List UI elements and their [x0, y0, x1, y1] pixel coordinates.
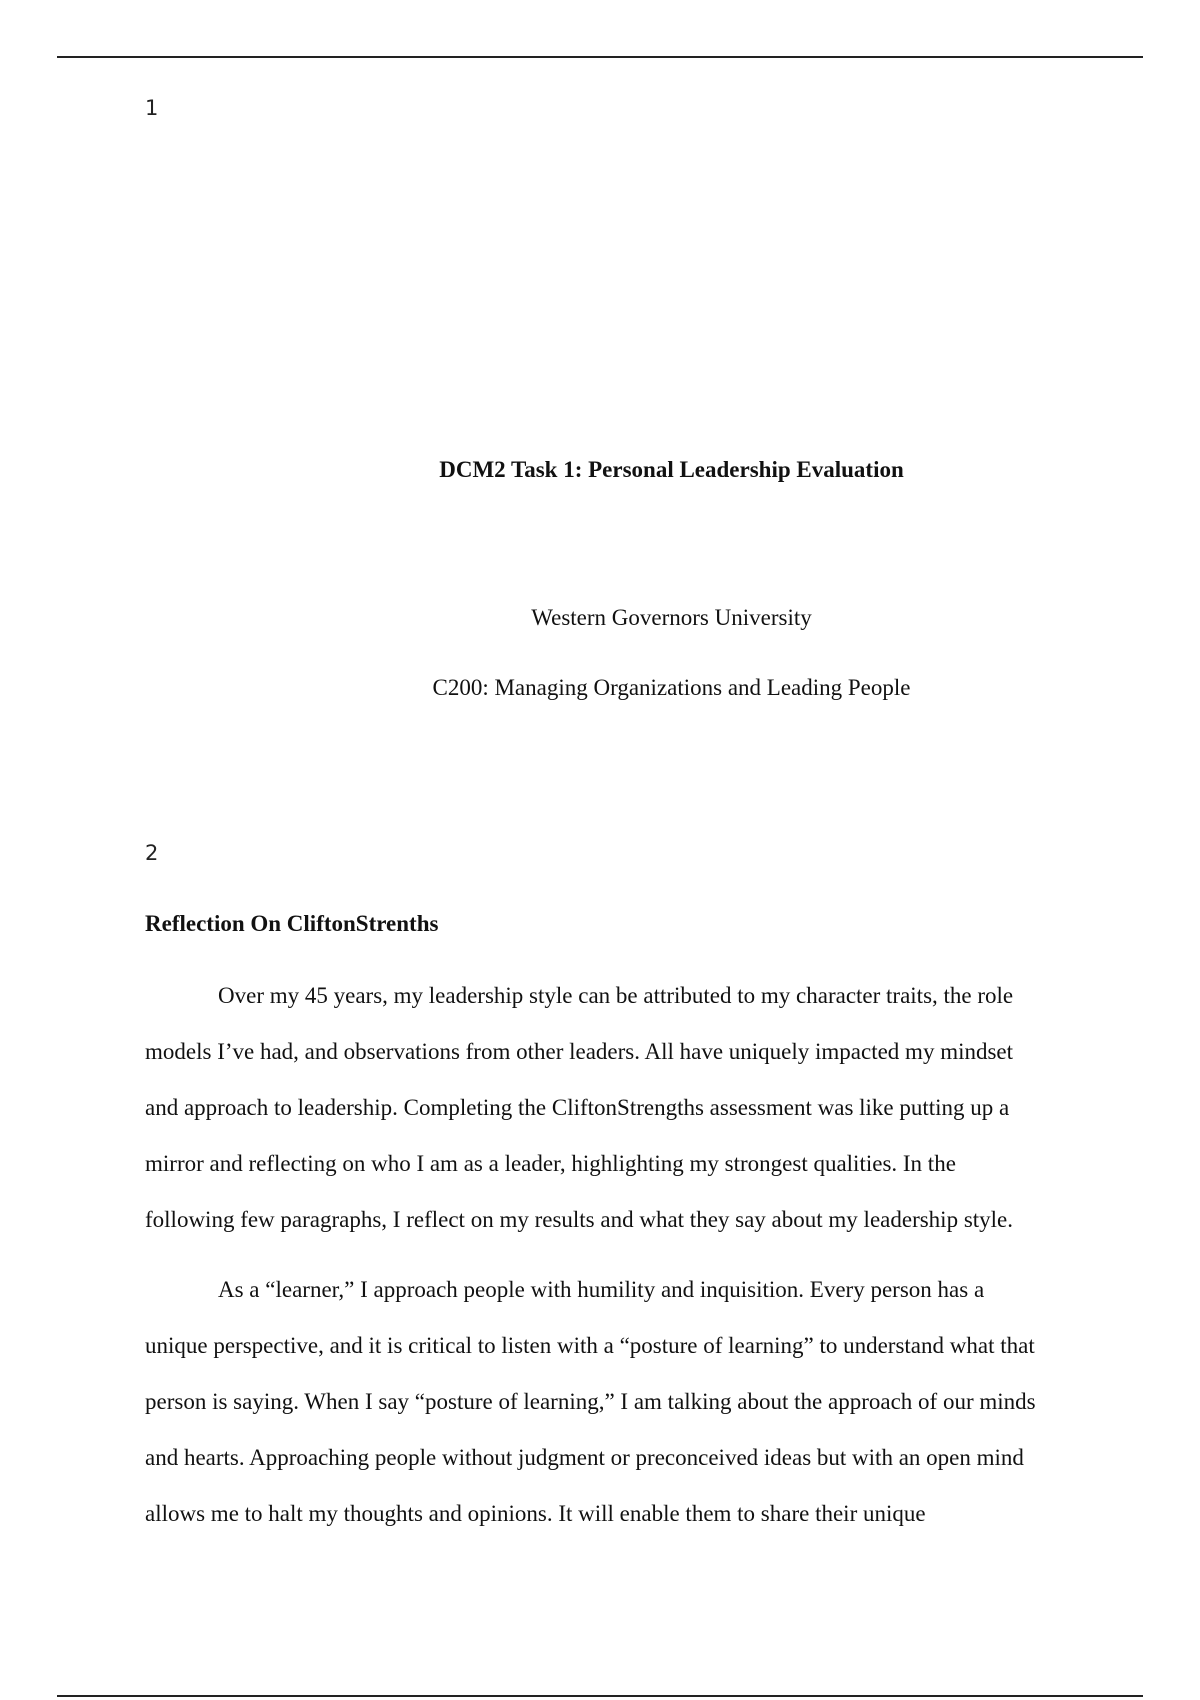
paragraph-line: and approach to leadership. Completing the CliftonStrengths assessment was like putting up a — [145, 1095, 1010, 1120]
paragraph-line: models I’ve had, and observations from other leaders. All have uniquely impacted my mindset — [145, 1039, 1014, 1064]
paragraph-line: allows me to halt my thoughts and opinions. It will enable them to share their unique — [145, 1501, 926, 1526]
paragraph-line: Over my 45 years, my leadership style can be attributed to my character traits, the role — [218, 983, 1014, 1008]
page-top-rule — [57, 56, 1143, 58]
paragraph-line: unique perspective, and it is critical to listen with a “posture of learning” to understand what that — [145, 1333, 1035, 1358]
page-number-2: 2 — [145, 841, 159, 865]
page-number-1: 1 — [145, 96, 159, 120]
paragraph-line: following few paragraphs, I reflect on my results and what they say about my leadership style. — [145, 1207, 1014, 1232]
institution-name: Western Governors University — [531, 605, 812, 630]
course-name: C200: Managing Organizations and Leading People — [432, 675, 911, 700]
paragraph-line: and hearts. Approaching people without judgment or preconceived ideas but with an open mind — [145, 1445, 1024, 1470]
body-paragraph-1 — [145, 968, 1085, 1248]
paragraph-line: As a “learner,” I approach people with humility and inquisition. Every person has a — [218, 1277, 985, 1302]
section-heading: Reflection On CliftonStrenths — [145, 911, 439, 936]
paragraph-line: mirror and reflecting on who I am as a leader, highlighting my strongest qualities. In the — [145, 1151, 956, 1176]
paragraph-line: person is saying. When I say “posture of learning,” I am talking about the approach of our minds — [145, 1389, 1036, 1414]
body-paragraph-2 — [145, 1262, 1085, 1542]
document-title: DCM2 Task 1: Personal Leadership Evaluation — [439, 457, 904, 482]
page-bottom-rule — [57, 1695, 1143, 1697]
